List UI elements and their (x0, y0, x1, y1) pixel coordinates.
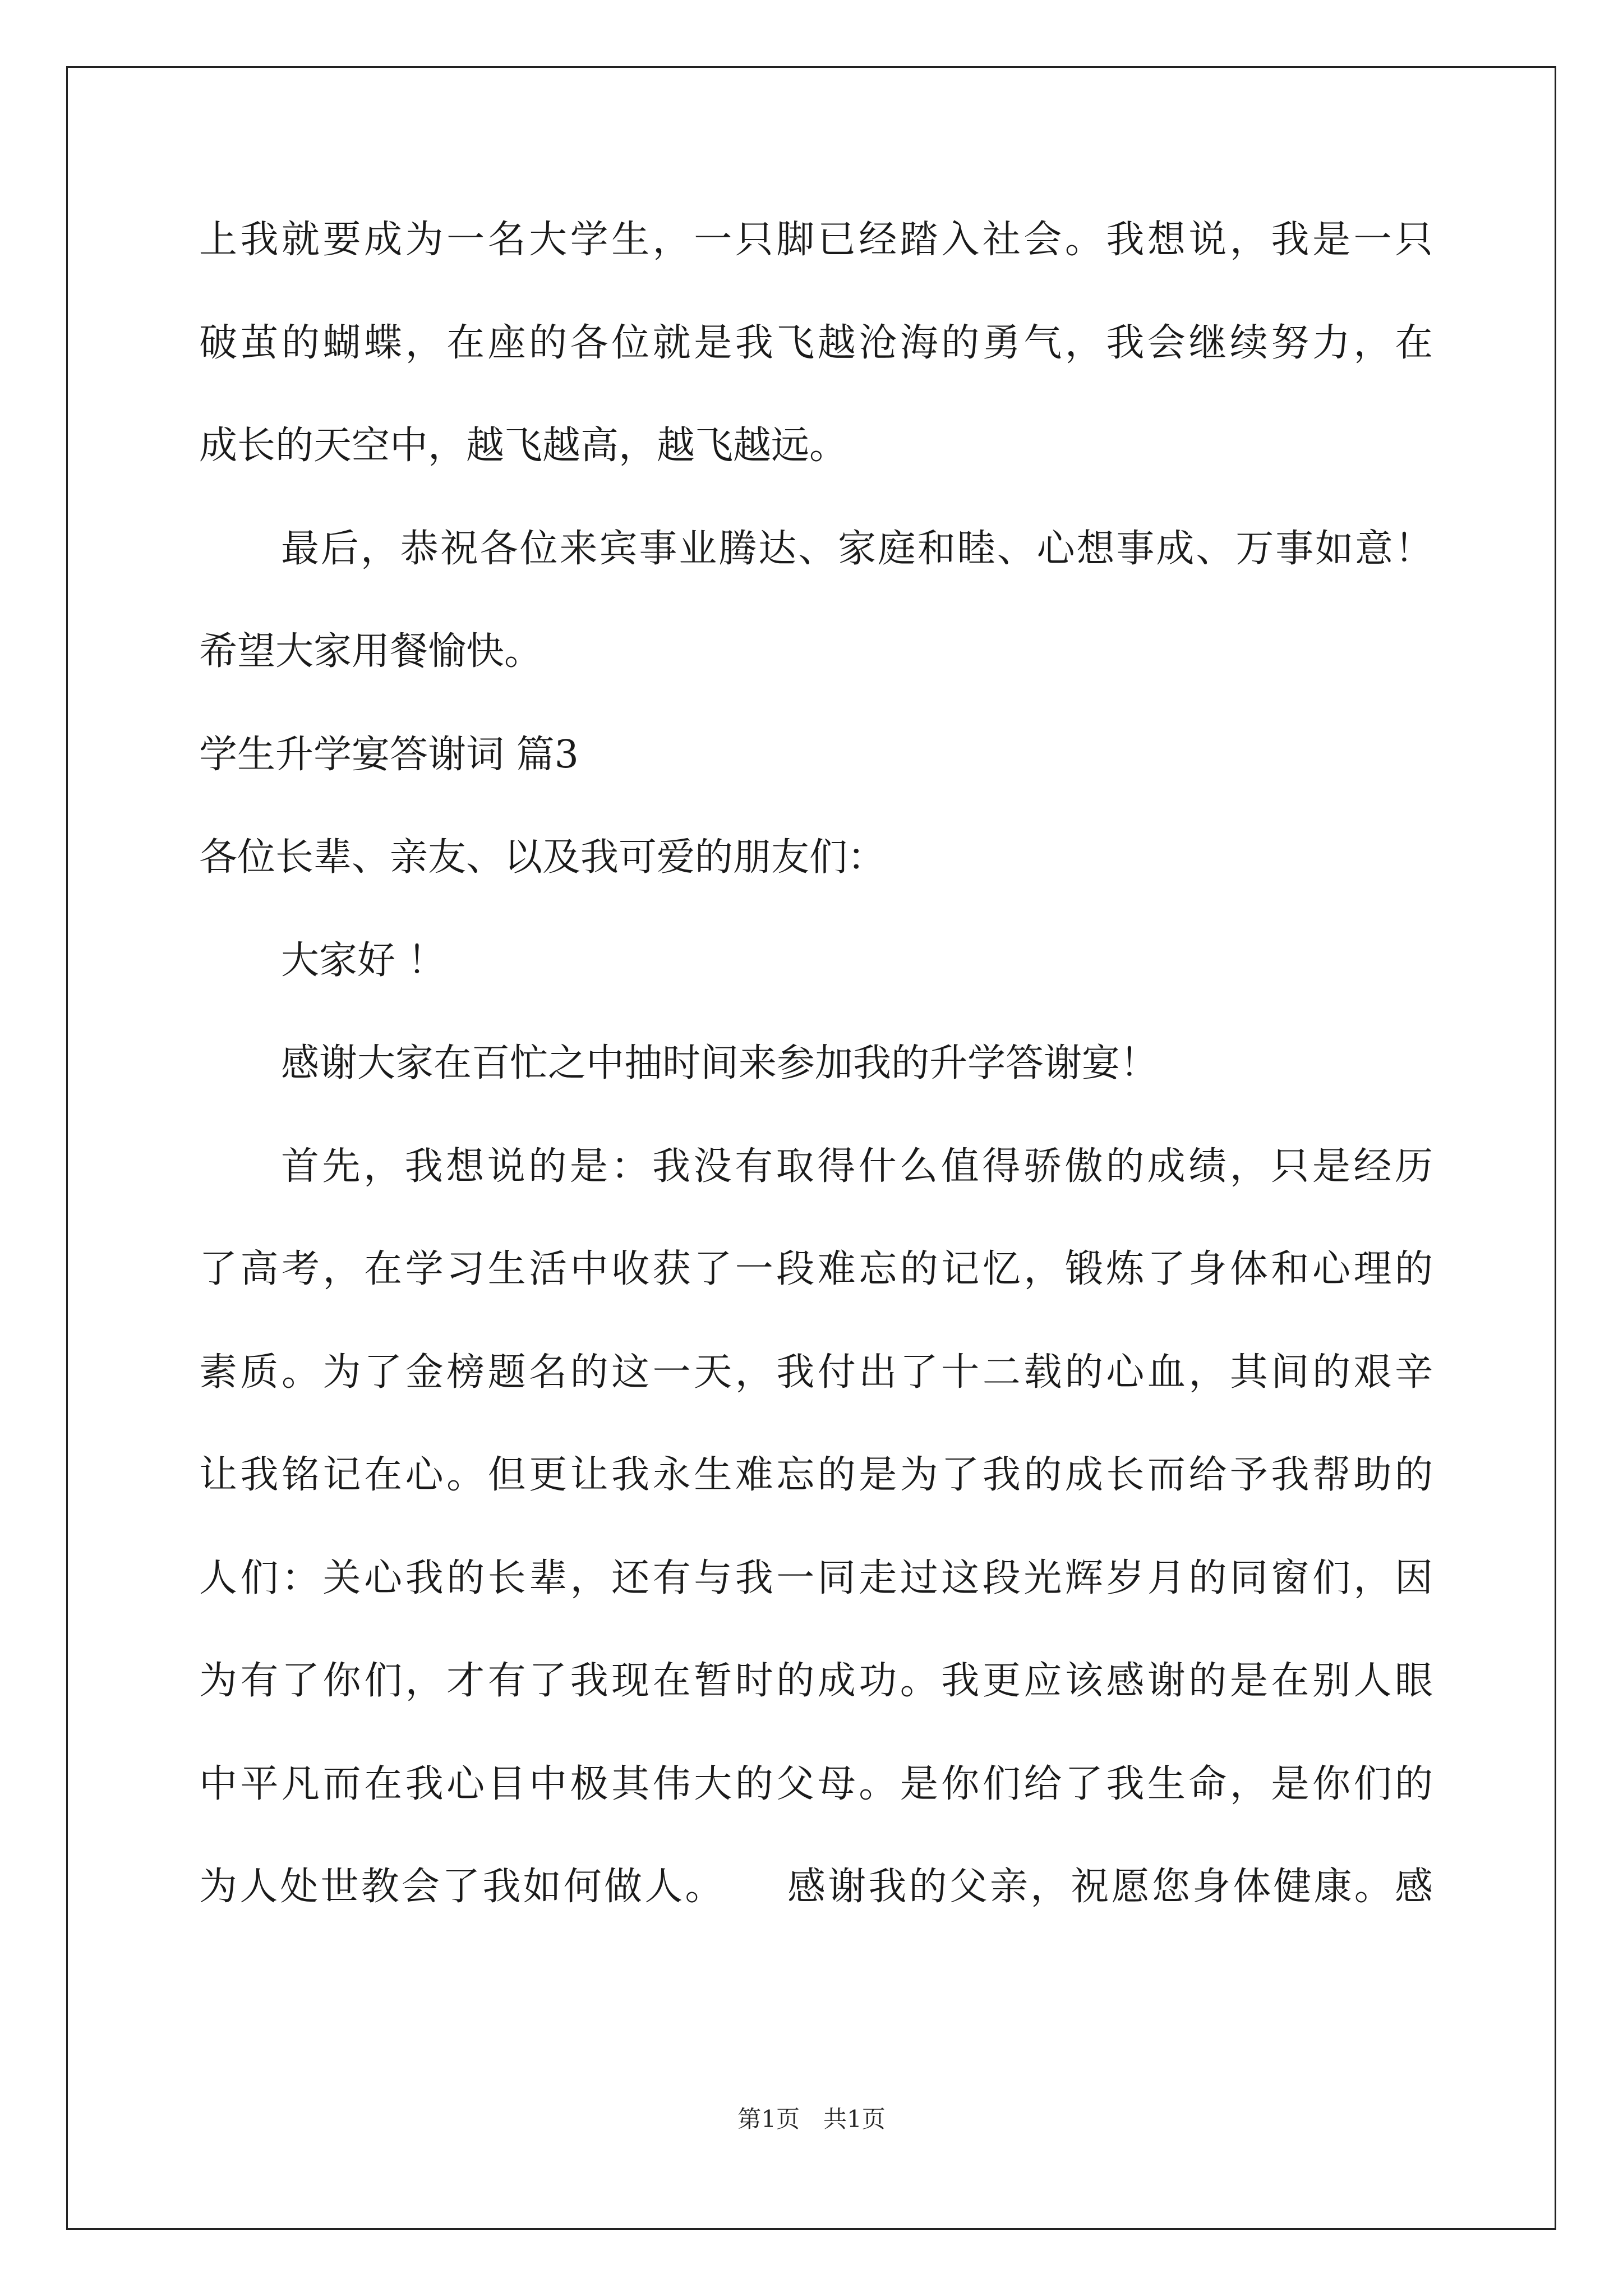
document-body (199, 214, 1433, 1964)
text-line: 为人处世教会了我如何做人。 感谢我的父亲，祝愿您身体健康。感 (199, 1865, 1433, 1909)
greeting: 大家好 ！ (281, 938, 446, 983)
text-line: 希望大家用餐愉快。 (199, 629, 543, 674)
text-line: 首先，我想说的是：我没有取得什么值得骄傲的成绩，只是经历 (281, 1144, 1433, 1189)
salutation: 各位长辈、亲友、以及我可爱的朋友们： (199, 835, 886, 880)
text-line: 让我铭记在心。但更让我永生难忘的是为了我的成长而给予我帮助的 (199, 1453, 1433, 1497)
text-line: 最后，恭祝各位来宾事业腾达、家庭和睦、心想事成、万事如意！ (281, 526, 1433, 571)
text-line: 破茧的蝴蝶，在座的各位就是我飞越沧海的勇气，我会继续努力，在 (199, 320, 1433, 365)
page-number-footer: 第1页 共1页 (737, 2105, 886, 2133)
text-line: 了高考，在学习生活中收获了一段难忘的记忆，锻炼了身体和心理的 (199, 1247, 1433, 1291)
text-line: 为有了你们，才有了我现在暂时的成功。我更应该感谢的是在别人眼 (199, 1659, 1433, 1703)
text-line: 人们：关心我的长辈，还有与我一同走过这段光辉岁月的同窗们，因 (199, 1556, 1433, 1600)
section-heading: 学生升学宴答谢词 篇3 (199, 732, 579, 777)
text-line: 上我就要成为一名大学生，一只脚已经踏入社会。我想说，我是一只 (199, 218, 1433, 262)
text-line: 素质。为了金榜题名的这一天，我付出了十二载的心血，其间的艰辛 (199, 1350, 1433, 1395)
text-line: 感谢大家在百忙之中抽时间来参加我的升学答谢宴！ (281, 1041, 1159, 1085)
text-line: 成长的天空中，越飞越高，越飞越远。 (199, 424, 848, 468)
text-line: 中平凡而在我心目中极其伟大的父母。是你们给了我生命，是你们的 (199, 1761, 1433, 1806)
